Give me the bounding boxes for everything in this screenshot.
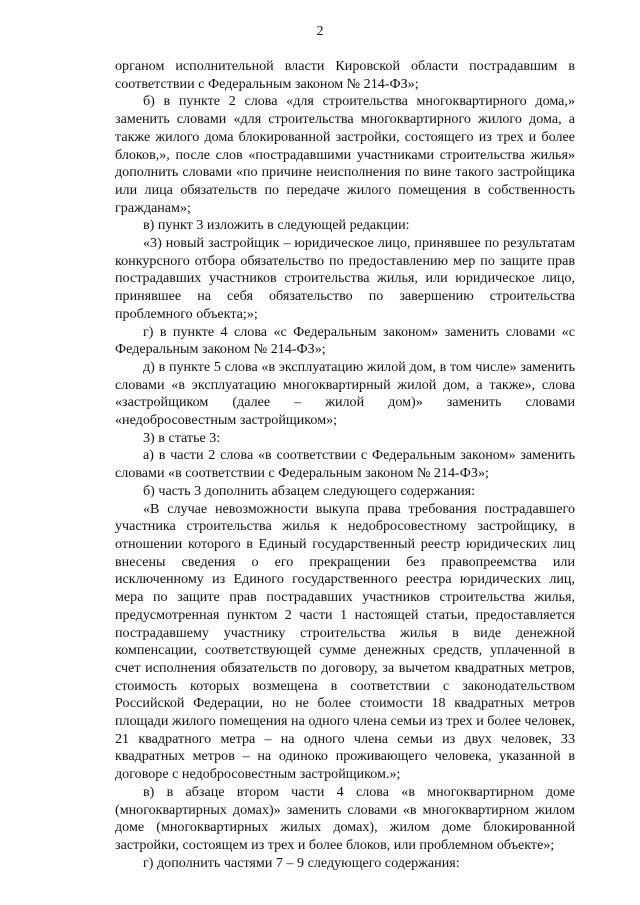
paragraph-12: г) дополнить частями 7 – 9 следующего содержания: (143, 854, 460, 871)
paragraph-1: органом исполнительной власти Кировской области пострадавшим в соответствии с Федеральным законом № 214-ФЗ»; (115, 58, 575, 92)
paragraph-7: 3) в статье 3: (143, 429, 221, 446)
paragraph-4: «3) новый застройщик – юридическое лицо, принявшее по результатам конкурсного отбора обязательство по предоставлению мер по защите прав пострадавших участников строительства жилья, или юридическое лицо, принявшее на себя обязательство по завершению строительства проблемного объекта;»; (115, 235, 575, 322)
paragraph-11: в) в абзаце втором части 4 слова «в многоквартирном доме (многоквартирных домах)» заменить словами «в многоквартирном жилом доме (многоквартирных жилых домах), жилом доме блокированной застройки, состоящем из трех и более блоков, или проблемном объекте»; (115, 783, 575, 853)
paragraph-8: а) в части 2 слова «в соответствии с Федеральным законом» заменить словами «в соответствии с Федеральным законом № 214-ФЗ»; (115, 447, 575, 482)
page-number: 2 (316, 24, 324, 39)
paragraph-9: б) часть 3 дополнить абзацем следующего содержания: (143, 482, 476, 499)
paragraph-10: «В случае невозможности выкупа права требования пострадавшего участника строительства жилья к недобросовестному застройщику, в отношении которого в Единый государственный реестр юридических лиц внесены сведения о его прекращении без правопреемства или исключенному из Единого государственного реестра юридических лиц, мера по защите прав пострадавших участников строительства жилья, предусмотренная пунктом 2 части 1 настоящей статьи, предоставляется пострадавшему участнику строительства жилья в виде денежной компенсации, соответствующей сумме денежных средств, уплаченной в счет исполнения обязательств по договору, за вычетом квадратных метров, стоимость которых возмещена в соответствии с законодательством Российской Федерации, но не более стоимости 18 квадратных метров площади жилого помещения на одного члена семьи из трех и более человек, 21 квадратного метра – на одного члена семьи из двух человек, 33 квадратных метров – на одиноко проживающего человека, указанной в договоре с недобросовестным застройщиком.»; (115, 500, 575, 783)
paragraph-5: г) в пункте 4 слова «с Федеральным законом» заменить словами «с Федеральным законом № 214-ФЗ»; (115, 323, 575, 358)
paragraph-3: в) пункт 3 изложить в следующей редакции: (143, 217, 410, 234)
paragraph-6: д) в пункте 5 слова «в эксплуатацию жилой дом, в том числе» заменить словами «в эксплуатацию многоквартирный жилой дом, а также», слова «застройщиком (далее – жилой дом)» заменить словами «недобросовестным застройщиком»; (115, 358, 575, 429)
paragraph-2: б) в пункте 2 слова «для строительства многоквартирного дома,» заменить словами «для строительства многоквартирного жилого дома, а также жилого дома блокированной застройки, состоящего из трех и более блоков,», после слов «пострадавшими участниками строительства жилья» дополнить словами «по причине неисполнения по вине такого застройщика или лица обязательств по передаче жилого помещения в собственность гражданам»; (115, 93, 575, 216)
document-body (115, 58, 575, 872)
